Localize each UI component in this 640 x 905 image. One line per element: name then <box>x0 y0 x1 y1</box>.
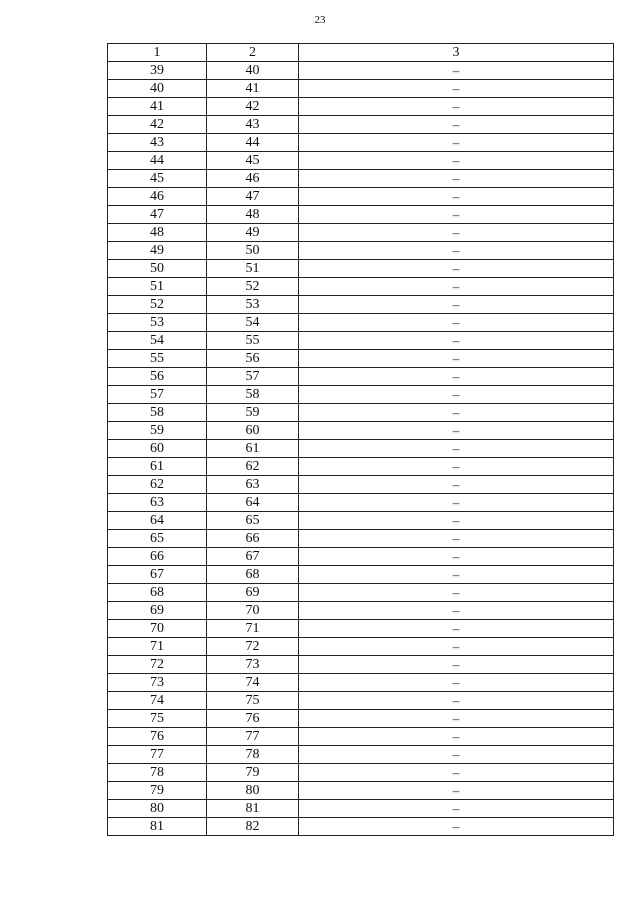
table-cell-col-3: – <box>299 818 614 836</box>
table-row <box>108 584 614 602</box>
table-cell-col-1: 46 <box>108 188 207 206</box>
table-cell-col-1: 48 <box>108 224 207 242</box>
table-cell-col-3: – <box>299 422 614 440</box>
table-cell-col-3: – <box>299 530 614 548</box>
table-row <box>108 332 614 350</box>
table-cell-col-2: 70 <box>207 602 299 620</box>
table-row <box>108 386 614 404</box>
table-cell-col-3: – <box>299 152 614 170</box>
table-cell-col-1: 73 <box>108 674 207 692</box>
table-cell-col-2: 68 <box>207 566 299 584</box>
table-cell-col-1: 78 <box>108 764 207 782</box>
table-row <box>108 476 614 494</box>
table-cell-col-2: 40 <box>207 62 299 80</box>
data-table <box>107 43 614 836</box>
table-row <box>108 134 614 152</box>
table-cell-col-1: 59 <box>108 422 207 440</box>
table-row <box>108 746 614 764</box>
table-cell-col-1: 72 <box>108 656 207 674</box>
table-cell-col-1: 67 <box>108 566 207 584</box>
table-cell-col-1: 62 <box>108 476 207 494</box>
table-row <box>108 494 614 512</box>
table-cell-col-3: – <box>299 620 614 638</box>
table-cell-col-2: 64 <box>207 494 299 512</box>
table-cell-col-3: – <box>299 386 614 404</box>
table-cell-col-1: 58 <box>108 404 207 422</box>
table-cell-col-1: 39 <box>108 62 207 80</box>
table-cell-col-1: 64 <box>108 512 207 530</box>
table-cell-col-3: – <box>299 746 614 764</box>
table-cell-col-3: – <box>299 278 614 296</box>
table-cell-col-2: 53 <box>207 296 299 314</box>
table-row <box>108 188 614 206</box>
table-cell-col-3: – <box>299 728 614 746</box>
table-row <box>108 548 614 566</box>
table-cell-col-2: 61 <box>207 440 299 458</box>
table-cell-col-2: 43 <box>207 116 299 134</box>
table-row <box>108 242 614 260</box>
table-cell-col-3: – <box>299 692 614 710</box>
table-cell-col-2: 59 <box>207 404 299 422</box>
table-cell-col-3: – <box>299 80 614 98</box>
table-row <box>108 512 614 530</box>
table-cell-col-3: – <box>299 134 614 152</box>
table-cell-col-1: 49 <box>108 242 207 260</box>
table-cell-col-3: – <box>299 62 614 80</box>
table-cell-col-3: – <box>299 476 614 494</box>
table-cell-col-2: 55 <box>207 332 299 350</box>
table-cell-col-1: 74 <box>108 692 207 710</box>
table-row <box>108 260 614 278</box>
table-row <box>108 62 614 80</box>
table-row <box>108 458 614 476</box>
table-row <box>108 206 614 224</box>
table-cell-col-1: 63 <box>108 494 207 512</box>
table-cell-col-2: 66 <box>207 530 299 548</box>
table-cell-col-3: – <box>299 98 614 116</box>
table-cell-col-1: 56 <box>108 368 207 386</box>
table-row <box>108 350 614 368</box>
table-cell-col-1: 77 <box>108 746 207 764</box>
table-cell-col-3: – <box>299 494 614 512</box>
table-row <box>108 368 614 386</box>
table-cell-col-1: 60 <box>108 440 207 458</box>
table-cell-col-1: 70 <box>108 620 207 638</box>
table-row <box>108 620 614 638</box>
table-row <box>108 764 614 782</box>
table-row <box>108 404 614 422</box>
table-cell-col-2: 77 <box>207 728 299 746</box>
table-cell-col-3: – <box>299 584 614 602</box>
table-row <box>108 728 614 746</box>
table-row <box>108 314 614 332</box>
table-cell-col-2: 50 <box>207 242 299 260</box>
table-cell-col-3: – <box>299 800 614 818</box>
table-cell-col-1: 42 <box>108 116 207 134</box>
table-cell-col-2: 48 <box>207 206 299 224</box>
table-cell-col-2: 78 <box>207 746 299 764</box>
table-cell-col-3: – <box>299 224 614 242</box>
table-row <box>108 638 614 656</box>
table-cell-col-2: 57 <box>207 368 299 386</box>
table-cell-col-3: – <box>299 296 614 314</box>
table-cell-col-3: – <box>299 512 614 530</box>
table-cell-col-1: 80 <box>108 800 207 818</box>
table-cell-col-1: 68 <box>108 584 207 602</box>
table-cell-col-2: 72 <box>207 638 299 656</box>
table-row <box>108 422 614 440</box>
table-cell-col-1: 50 <box>108 260 207 278</box>
table-cell-col-2: 51 <box>207 260 299 278</box>
table-cell-col-2: 44 <box>207 134 299 152</box>
table-cell-col-3: – <box>299 314 614 332</box>
table-header <box>108 44 614 62</box>
table-cell-col-1: 52 <box>108 296 207 314</box>
table-cell-col-1: 65 <box>108 530 207 548</box>
table-cell-col-2: 41 <box>207 80 299 98</box>
table-row <box>108 440 614 458</box>
table-cell-col-3: – <box>299 260 614 278</box>
table-cell-col-3: – <box>299 674 614 692</box>
table-cell-col-1: 43 <box>108 134 207 152</box>
table-cell-col-2: 79 <box>207 764 299 782</box>
table-cell-col-2: 71 <box>207 620 299 638</box>
table-row <box>108 278 614 296</box>
table-cell-col-2: 45 <box>207 152 299 170</box>
table-cell-col-1: 66 <box>108 548 207 566</box>
table-cell-col-1: 61 <box>108 458 207 476</box>
table-cell-col-3: – <box>299 638 614 656</box>
table-cell-col-2: 60 <box>207 422 299 440</box>
table-cell-col-3: – <box>299 548 614 566</box>
table-row <box>108 656 614 674</box>
table-row <box>108 782 614 800</box>
table-row <box>108 80 614 98</box>
table-row <box>108 152 614 170</box>
table-cell-col-2: 74 <box>207 674 299 692</box>
table-cell-col-3: – <box>299 440 614 458</box>
table-cell-col-2: 49 <box>207 224 299 242</box>
table-row <box>108 116 614 134</box>
table-row <box>108 710 614 728</box>
table-cell-col-2: 76 <box>207 710 299 728</box>
table-cell-col-1: 45 <box>108 170 207 188</box>
table-cell-col-1: 44 <box>108 152 207 170</box>
table-cell-col-3: – <box>299 404 614 422</box>
table-cell-col-1: 76 <box>108 728 207 746</box>
table-cell-col-2: 58 <box>207 386 299 404</box>
table-cell-col-2: 54 <box>207 314 299 332</box>
table-cell-col-2: 81 <box>207 800 299 818</box>
table-cell-col-3: – <box>299 656 614 674</box>
table-cell-col-2: 42 <box>207 98 299 116</box>
table-cell-col-2: 69 <box>207 584 299 602</box>
table-cell-col-1: 79 <box>108 782 207 800</box>
table-cell-col-3: – <box>299 458 614 476</box>
table-row <box>108 224 614 242</box>
table-cell-col-1: 55 <box>108 350 207 368</box>
table-cell-col-3: – <box>299 782 614 800</box>
table-row <box>108 692 614 710</box>
table-row <box>108 566 614 584</box>
table-cell-col-1: 53 <box>108 314 207 332</box>
column-header-2: 2 <box>207 44 299 62</box>
table-cell-col-2: 62 <box>207 458 299 476</box>
table-cell-col-1: 57 <box>108 386 207 404</box>
table-cell-col-3: – <box>299 332 614 350</box>
table-cell-col-2: 75 <box>207 692 299 710</box>
table-cell-col-1: 47 <box>108 206 207 224</box>
table-cell-col-1: 54 <box>108 332 207 350</box>
table-cell-col-2: 65 <box>207 512 299 530</box>
page-number: 23 <box>314 14 326 26</box>
table-cell-col-2: 46 <box>207 170 299 188</box>
table-row <box>108 98 614 116</box>
table-cell-col-3: – <box>299 566 614 584</box>
table-cell-col-2: 56 <box>207 350 299 368</box>
table-cell-col-2: 73 <box>207 656 299 674</box>
table-cell-col-3: – <box>299 170 614 188</box>
table-cell-col-2: 47 <box>207 188 299 206</box>
table-cell-col-3: – <box>299 116 614 134</box>
table-cell-col-2: 52 <box>207 278 299 296</box>
table-row <box>108 818 614 836</box>
table-cell-col-2: 80 <box>207 782 299 800</box>
table-cell-col-3: – <box>299 188 614 206</box>
table-row <box>108 530 614 548</box>
table-row <box>108 800 614 818</box>
table-cell-col-3: – <box>299 206 614 224</box>
column-header-3: 3 <box>299 44 614 62</box>
header-row <box>108 44 614 62</box>
table-cell-col-1: 81 <box>108 818 207 836</box>
table-cell-col-1: 40 <box>108 80 207 98</box>
table-cell-col-1: 71 <box>108 638 207 656</box>
table-row <box>108 674 614 692</box>
table-cell-col-3: – <box>299 764 614 782</box>
table-cell-col-2: 67 <box>207 548 299 566</box>
table-cell-col-1: 69 <box>108 602 207 620</box>
table-cell-col-2: 63 <box>207 476 299 494</box>
table-cell-col-3: – <box>299 368 614 386</box>
table-cell-col-3: – <box>299 710 614 728</box>
table-body <box>108 62 614 836</box>
table-row <box>108 296 614 314</box>
table-cell-col-1: 51 <box>108 278 207 296</box>
table-cell-col-2: 82 <box>207 818 299 836</box>
table-cell-col-1: 75 <box>108 710 207 728</box>
table-cell-col-1: 41 <box>108 98 207 116</box>
table-cell-col-3: – <box>299 350 614 368</box>
table-cell-col-3: – <box>299 242 614 260</box>
table-cell-col-3: – <box>299 602 614 620</box>
table-row <box>108 170 614 188</box>
column-header-1: 1 <box>108 44 207 62</box>
table-row <box>108 602 614 620</box>
